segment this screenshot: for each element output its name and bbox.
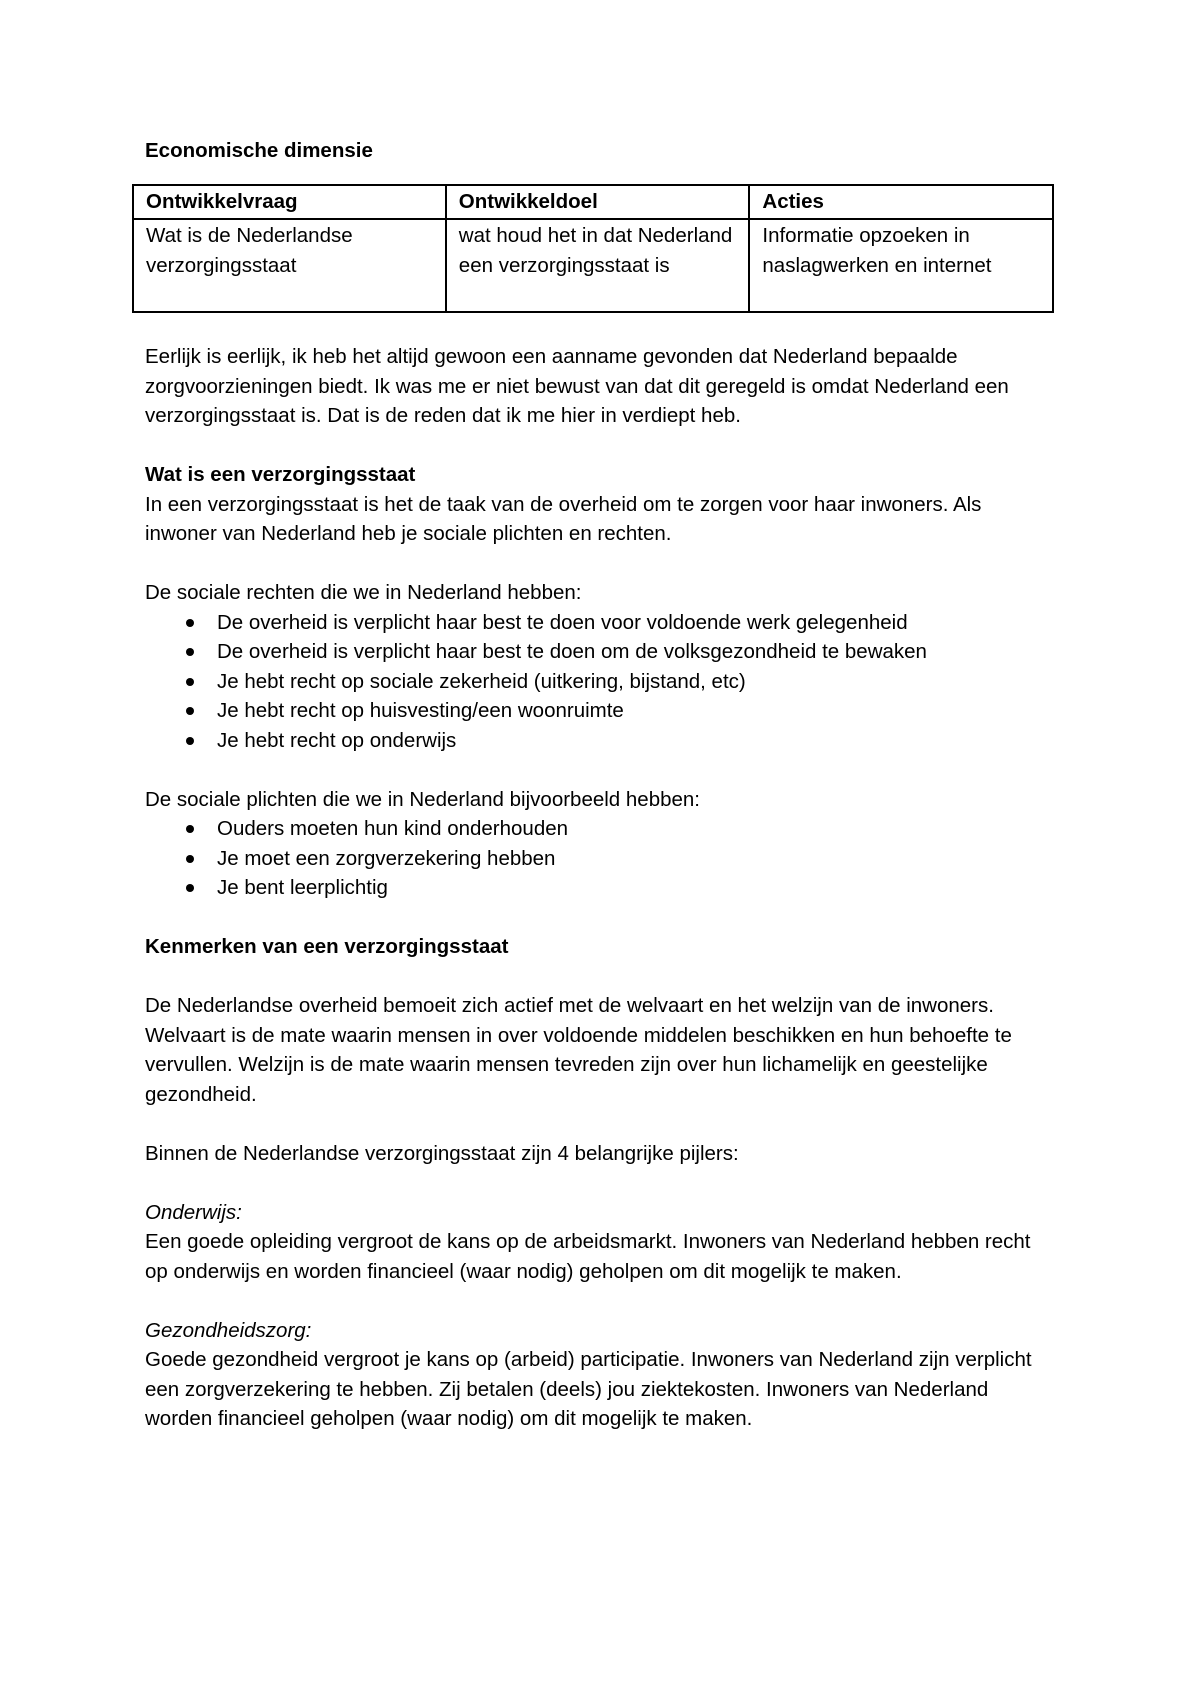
table-header-question: Ontwikkelvraag xyxy=(133,185,446,220)
rights-list xyxy=(145,608,1055,756)
document-title: Economische dimensie xyxy=(145,139,373,162)
table-header-actions: Acties xyxy=(749,185,1053,220)
pillar-title-education: Onderwijs: xyxy=(145,1200,242,1224)
pillars-intro: Binnen de Nederlandse verzorgingsstaat zijn 4 belangrijke pijlers: xyxy=(145,1141,739,1165)
table-row xyxy=(133,219,1053,312)
bullet-icon xyxy=(186,619,194,627)
section-text-characteristics: De Nederlandse overheid bemoeit zich actief met de welvaart en het welzijn van de inwoners. Welvaart is de mate waarin mensen in over voldoende middelen beschikken en hun behoefte te vervullen. Welzijn is de mate waarin mensen tevreden zijn over hun lichamelijk en geestelijke gezondheid. xyxy=(145,994,1012,1106)
bullet-icon xyxy=(186,648,194,656)
table-cell-actions: Informatie opzoeken in naslagwerken en internet xyxy=(749,219,1053,312)
development-table xyxy=(132,184,1054,314)
bullet-icon xyxy=(186,737,194,745)
section-heading-characteristics: Kenmerken van een verzorgingsstaat xyxy=(145,935,509,958)
duties-intro: De sociale plichten die we in Nederland bijvoorbeeld hebben: xyxy=(145,787,701,811)
pillar-title-healthcare: Gezondheidszorg: xyxy=(145,1318,312,1342)
rights-intro: De sociale rechten die we in Nederland hebben: xyxy=(145,581,582,604)
list-item: De overheid is verplicht haar best te doen voor voldoende werk gelegenheid xyxy=(145,608,1055,638)
document-page xyxy=(145,136,1055,1434)
bullet-icon xyxy=(186,884,194,892)
table-header-goal: Ontwikkeldoel xyxy=(446,185,750,220)
list-item: Je moet een zorgverzekering hebben xyxy=(145,844,1055,874)
bullet-icon xyxy=(186,855,194,863)
section-heading-welfare-state: Wat is een verzorgingsstaat xyxy=(145,463,416,486)
list-item: Je bent leerplichtig xyxy=(145,873,1055,903)
pillar-text-education: Een goede opleiding vergroot de kans op de arbeidsmarkt. Inwoners van Nederland hebben recht op onderwijs en worden financieel (waar nodig) geholpen om dit mogelijk te maken. xyxy=(145,1230,1031,1283)
list-item: Ouders moeten hun kind onderhouden xyxy=(145,814,1055,844)
list-item: De overheid is verplicht haar best te doen om de volksgezondheid te bewaken xyxy=(145,637,1055,667)
table-header-row xyxy=(133,185,1053,220)
list-item: Je hebt recht op sociale zekerheid (uitkering, bijstand, etc) xyxy=(145,667,1055,697)
list-item: Je hebt recht op huisvesting/een woonruimte xyxy=(145,696,1055,726)
bullet-icon xyxy=(186,825,194,833)
section-text-welfare-state: In een verzorgingsstaat is het de taak van de overheid om te zorgen voor haar inwoners. Als inwoner van Nederland heb je sociale plichten en rechten. xyxy=(145,492,982,545)
table-cell-question: Wat is de Nederlandse verzorgingsstaat xyxy=(133,219,446,312)
bullet-icon xyxy=(186,707,194,715)
list-item: Je hebt recht op onderwijs xyxy=(145,726,1055,756)
duties-list xyxy=(145,814,1055,903)
table-cell-goal: wat houd het in dat Nederland een verzorgingsstaat is xyxy=(446,219,750,312)
bullet-icon xyxy=(186,678,194,686)
intro-paragraph: Eerlijk is eerlijk, ik heb het altijd gewoon een aanname gevonden dat Nederland bepaalde zorgvoorzieningen biedt. Ik was me er niet bewust van dat dit geregeld is omdat Nederland een verzorgingsstaat is. Dat is de reden dat ik me hier in verdiept heb. xyxy=(145,345,1009,427)
pillar-text-healthcare: Goede gezondheid vergroot je kans op (arbeid) participatie. Inwoners van Nederland zijn verplicht een zorgverzekering te hebben. Zij betalen (deels) jou ziektekosten. Inwoners van Nederland worden financieel geholpen (waar nodig) om dit mogelijk te maken. xyxy=(145,1348,1032,1430)
